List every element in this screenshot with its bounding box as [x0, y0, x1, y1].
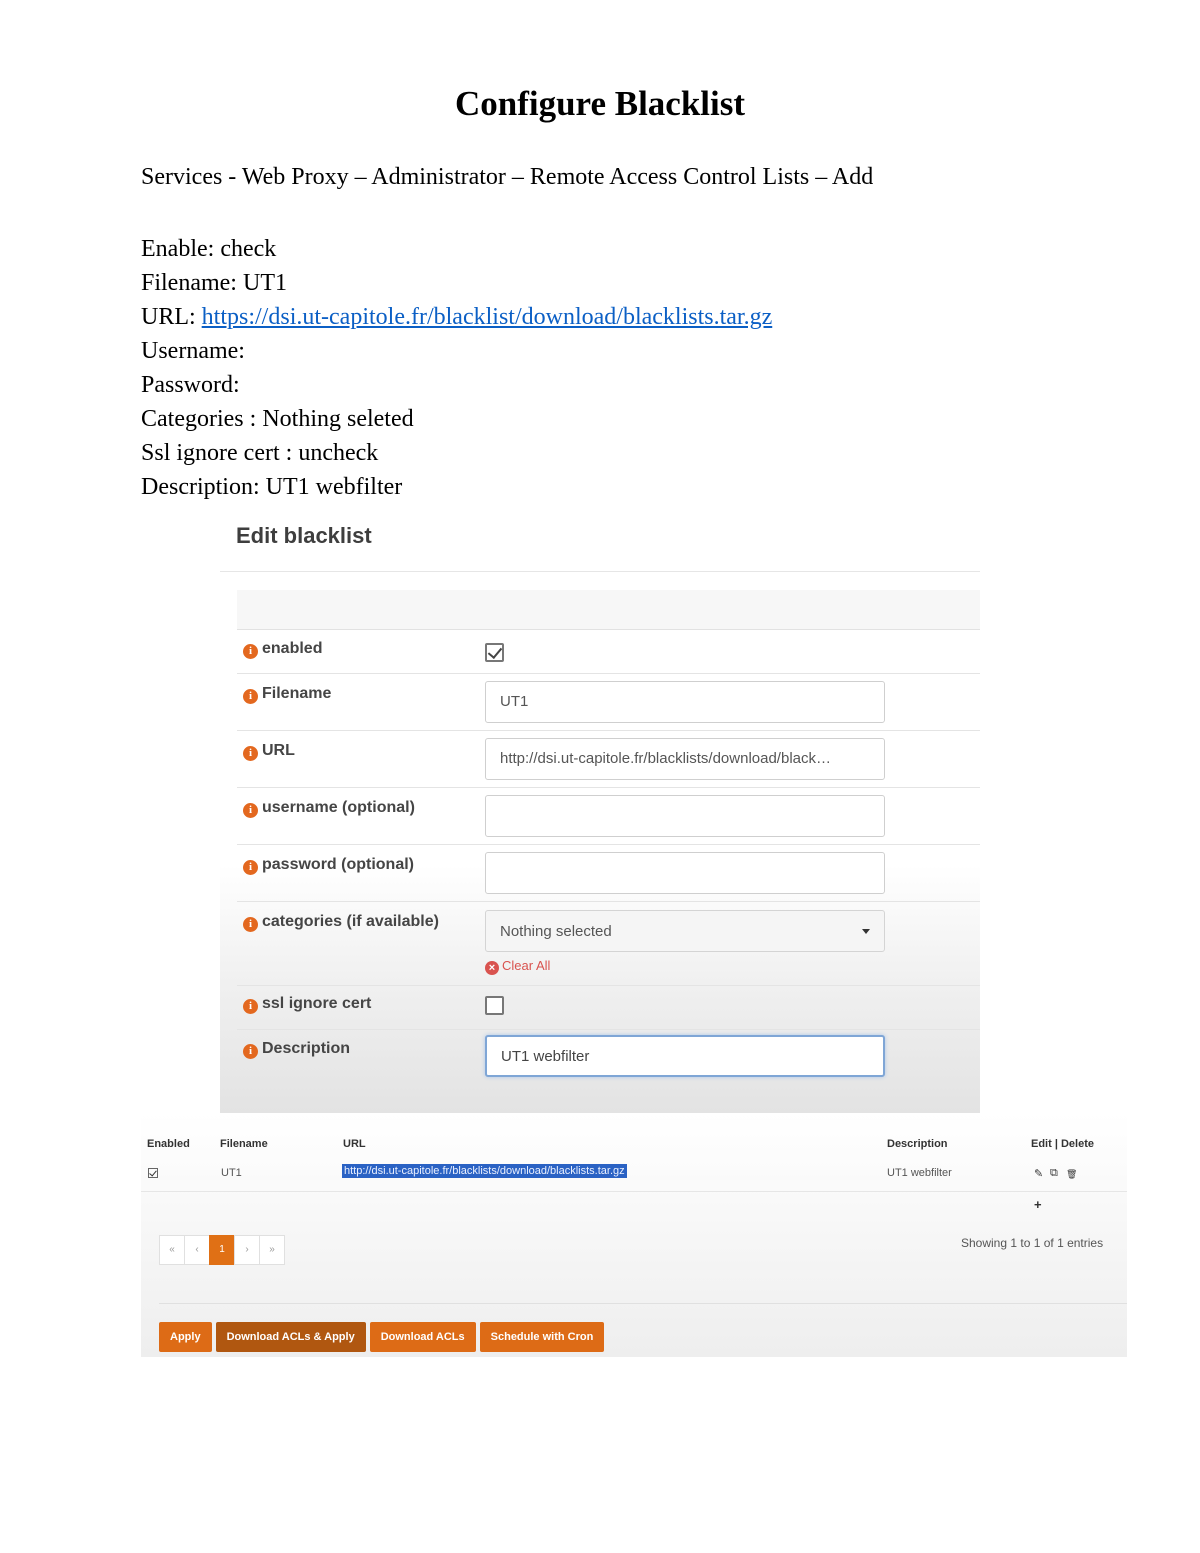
username-input[interactable]	[485, 795, 885, 837]
label-url: i URL	[243, 742, 295, 761]
form-header-row	[237, 590, 980, 630]
menu-path: Services - Web Proxy – Administrator – Remote Access Control Lists – Add	[141, 164, 874, 190]
row-password	[237, 845, 980, 902]
col-header-description[interactable]: Description	[887, 1138, 948, 1150]
setting-enable: Enable: check	[141, 236, 277, 262]
row-username	[237, 788, 980, 845]
caret-down-icon	[862, 929, 870, 934]
add-icon[interactable]: +	[1034, 1197, 1042, 1212]
info-icon[interactable]: i	[243, 1044, 258, 1059]
document-title: Configure Blacklist	[454, 84, 746, 123]
row-description: UT1 webfilter	[887, 1167, 952, 1179]
download-acls-apply-button[interactable]: Download ACLs & Apply	[216, 1322, 366, 1352]
categories-select[interactable]: Nothing selected	[485, 910, 885, 952]
row-description	[237, 1030, 980, 1090]
checkbox-checked-icon	[148, 1168, 158, 1178]
info-icon[interactable]: i	[243, 999, 258, 1014]
page-last-button[interactable]: »	[259, 1235, 285, 1265]
info-icon[interactable]: i	[243, 917, 258, 932]
entries-count: Showing 1 to 1 of 1 entries	[961, 1236, 1104, 1250]
col-header-filename[interactable]: Filename	[220, 1138, 268, 1150]
col-header-url[interactable]: URL	[343, 1138, 366, 1150]
schedule-with-cron-button[interactable]: Schedule with Cron	[480, 1322, 605, 1352]
divider	[220, 571, 980, 572]
divider	[141, 1191, 1127, 1192]
settings-list	[141, 232, 772, 504]
page-next-button[interactable]: ›	[234, 1235, 260, 1265]
enabled-checkbox[interactable]	[485, 643, 504, 662]
info-icon[interactable]: i	[243, 644, 258, 659]
download-acls-button[interactable]: Download ACLs	[370, 1322, 476, 1352]
info-icon[interactable]: i	[243, 860, 258, 875]
divider	[159, 1303, 1127, 1304]
close-circle-icon: ×	[485, 961, 499, 975]
page-1-button[interactable]: 1	[209, 1235, 235, 1265]
page-first-button[interactable]: «	[159, 1235, 185, 1265]
col-header-edit-delete: Edit | Delete	[1031, 1138, 1094, 1150]
url-input[interactable]: http://dsi.ut-capitole.fr/blacklists/download/black…	[485, 738, 885, 780]
setting-categories: Categories : Nothing seleted	[141, 406, 414, 432]
label-username: i username (optional)	[243, 799, 415, 818]
info-icon[interactable]: i	[243, 803, 258, 818]
info-icon[interactable]: i	[243, 689, 258, 704]
label-description: i Description	[243, 1040, 350, 1059]
apply-button[interactable]: Apply	[159, 1322, 212, 1352]
setting-password: Password:	[141, 372, 240, 398]
pagination	[159, 1235, 284, 1265]
edit-blacklist-screenshot	[220, 505, 980, 1113]
description-input[interactable]: UT1 webfilter	[485, 1035, 885, 1077]
password-input[interactable]	[485, 852, 885, 894]
label-enabled: i enabled	[243, 640, 322, 659]
ssl-ignore-cert-checkbox[interactable]	[485, 996, 504, 1015]
blacklist-url-link[interactable]: https://dsi.ut-capitole.fr/blacklist/download/blacklists.tar.gz	[201, 304, 773, 330]
col-header-enabled[interactable]: Enabled	[147, 1138, 190, 1150]
label-categories: i categories (if available)	[243, 913, 439, 932]
label-password: i password (optional)	[243, 856, 414, 875]
edit-icon[interactable]: ✎	[1034, 1168, 1044, 1180]
dialog-title: Edit blacklist	[236, 523, 372, 548]
row-enabled	[237, 630, 980, 674]
row-ssl-ignore-cert	[237, 986, 980, 1030]
row-filename: UT1	[221, 1167, 242, 1179]
row-enabled-icon[interactable]	[148, 1168, 158, 1181]
setting-username: Username:	[141, 338, 245, 364]
setting-description: Description: UT1 webfilter	[141, 474, 403, 500]
label-filename: i Filename	[243, 685, 331, 704]
page-prev-button[interactable]: ‹	[184, 1235, 210, 1265]
action-buttons	[159, 1322, 608, 1352]
setting-ssl-ignore-cert: Ssl ignore cert : uncheck	[141, 440, 379, 466]
blacklist-table-screenshot	[141, 1113, 1127, 1357]
filename-input[interactable]: UT1	[485, 681, 885, 723]
label-ssl-ignore-cert: i ssl ignore cert	[243, 995, 371, 1014]
row-filename	[237, 674, 980, 731]
setting-filename: Filename: UT1	[141, 270, 287, 296]
trash-icon[interactable]: 🗑	[1066, 1169, 1078, 1179]
clear-all-link[interactable]: × Clear All	[485, 958, 550, 975]
info-icon[interactable]: i	[243, 746, 258, 761]
copy-icon[interactable]: ⧉	[1050, 1167, 1058, 1179]
row-url: http://dsi.ut-capitole.fr/blacklists/download/blacklists.tar.gz	[344, 1165, 625, 1177]
row-categories	[237, 902, 980, 986]
setting-url: URL: https://dsi.ut-capitole.fr/blacklist/download/blacklists.tar.gz	[141, 304, 773, 330]
row-url	[237, 731, 980, 788]
